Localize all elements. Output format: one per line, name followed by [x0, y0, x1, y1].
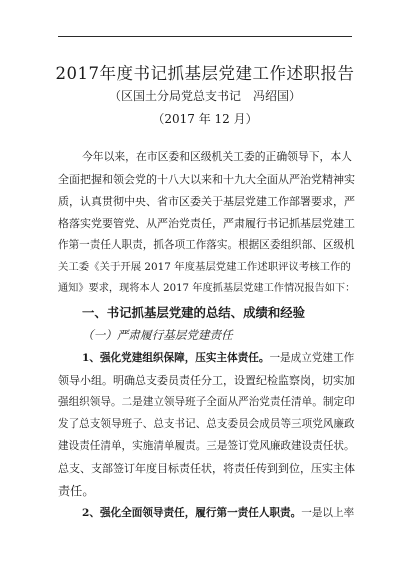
item-first-line	[82, 353, 354, 364]
item-text: 一是成立党建工作	[269, 352, 355, 364]
item-text: 一是以上率	[301, 507, 355, 519]
intro-line: 作第一责任人职责，抓各项工作落实。根据区委组织部、区级机	[58, 239, 355, 251]
item-line: 总支、支部签订年度目标责任状，将责任传到到位，压实主体	[58, 462, 355, 475]
intro-line: 格落实党要管党、从严治党责任，严肃履行书记抓基层党建工	[58, 217, 355, 230]
section-heading: 一、书记抓基层党建的总结、成绩和经验	[82, 305, 306, 320]
intro-line: 关工委《关于开展 2017 年度基层党建工作述职评议考核工作的	[58, 261, 351, 273]
document-title: 2017年度书记抓基层党建工作述职报告	[55, 64, 355, 83]
subsection-heading: （一）严肃履行基层党建责任	[82, 328, 233, 342]
document-date: （2017 年 12 月）	[152, 112, 258, 126]
item-lead: 1、强化党建组织保障，压实主体责任。	[82, 352, 270, 364]
document-author: （区国土分局党总支书记 冯绍国）	[108, 89, 301, 103]
header-rule	[58, 36, 352, 37]
item-line: 强组织领导。二是建立领导班子全面从严治党责任清单。制定印	[58, 396, 355, 408]
item-first-line	[82, 508, 354, 519]
intro-line: 全面把握和领会党的十八大以来和十九大全面从严治党精神实	[58, 173, 355, 186]
item-line: 责任。	[58, 484, 95, 498]
intro-line: 今年以来，在市区委和区级机关工委的正确领导下，本人	[82, 150, 352, 163]
intro-line: 通知》要求，现将本人 2017 年度抓基层党建工作情况报告如下：	[58, 283, 356, 294]
intro-line: 质，认真贯彻中央、省市区委关于基层党建工作部署要求，严	[58, 195, 355, 208]
item-line: 领导小组。明确总支委员责任分工，设置纪检监察岗，切实加	[58, 374, 355, 387]
item-line: 发了总支领导班子、总支书记、总支委员会成员等三项党风廉政	[58, 418, 355, 430]
item-lead: 2、强化全面领导责任，履行第一责任人职责。	[82, 507, 302, 519]
item-line: 建设责任清单，实施清单履责。三是签订党风廉政建设责任状。	[58, 440, 355, 452]
